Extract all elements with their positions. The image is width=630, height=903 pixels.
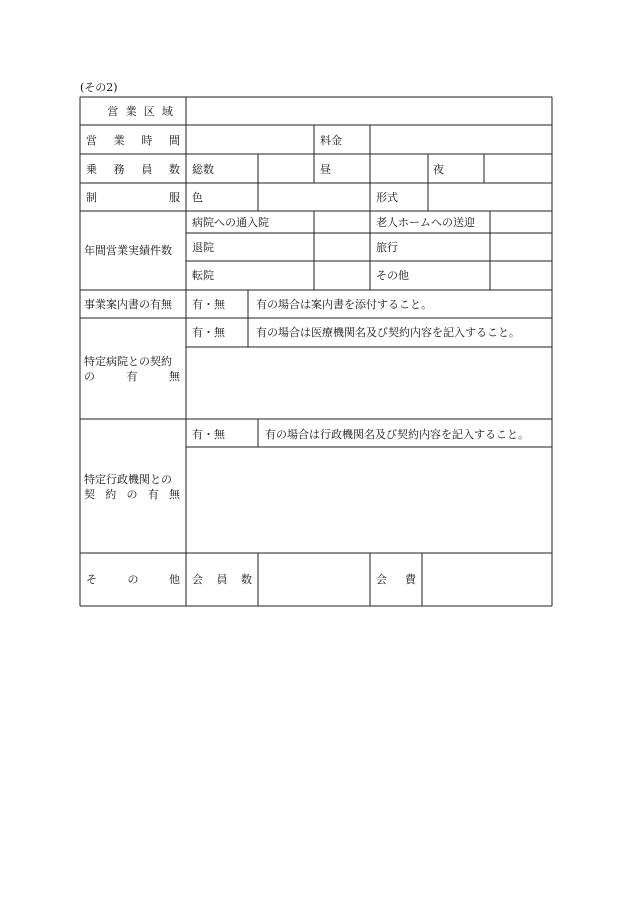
label-crew-night: 夜 bbox=[433, 163, 444, 176]
admin-contract-note: 有の場合は行政機関名及び契約内容を記入すること。 bbox=[265, 428, 529, 441]
label-char: 有 bbox=[126, 370, 138, 383]
label-char: 域 bbox=[161, 105, 173, 118]
label-uniform-style: 形式 bbox=[376, 191, 398, 204]
label-char: 服 bbox=[169, 191, 180, 204]
annual-item-nursing-home: 老人ホームへの送迎 bbox=[376, 216, 475, 229]
label-members bbox=[192, 573, 252, 586]
label-char: 会 bbox=[376, 573, 387, 586]
label-char: 員 bbox=[141, 163, 153, 176]
label-char: 有 bbox=[147, 488, 159, 501]
label-char: 制 bbox=[86, 191, 97, 204]
hospital-contract-option: 有・無 bbox=[192, 326, 225, 339]
label-business-area bbox=[86, 105, 180, 118]
label-crew-total: 総数 bbox=[192, 163, 214, 176]
label-char: 他 bbox=[169, 573, 180, 586]
label-admin-contract-line2 bbox=[84, 488, 180, 501]
label-membership-fee bbox=[376, 573, 416, 586]
label-char: 数 bbox=[168, 163, 180, 176]
label-uniform bbox=[86, 191, 180, 204]
annual-item-other: その他 bbox=[376, 269, 409, 282]
annual-item-transfer: 転院 bbox=[192, 269, 214, 282]
label-char: 費 bbox=[405, 573, 416, 586]
label-admin-contract-line1: 特定行政機関との bbox=[84, 473, 172, 486]
label-char: 営 bbox=[86, 134, 97, 147]
annual-item-travel: 旅行 bbox=[376, 241, 398, 254]
label-hospital-contract-line1: 特定病院との契約 bbox=[84, 355, 172, 368]
label-char: 数 bbox=[241, 573, 252, 586]
annual-item-hospital-visit: 病院への通入院 bbox=[192, 216, 269, 229]
annual-item-discharge: 退院 bbox=[192, 241, 214, 254]
label-fee: 料金 bbox=[320, 134, 342, 147]
label-char: 約 bbox=[105, 488, 117, 501]
label-business-hours bbox=[86, 134, 180, 147]
page-label: (その2) bbox=[80, 81, 118, 94]
label-char: 員 bbox=[216, 573, 228, 586]
brochure-note: 有の場合は案内書を添付すること。 bbox=[256, 298, 432, 311]
label-char: 営 bbox=[107, 105, 119, 118]
label-char: の bbox=[126, 488, 138, 501]
label-char: 無 bbox=[169, 488, 180, 501]
label-char: 業 bbox=[125, 105, 137, 118]
label-char: の bbox=[127, 573, 139, 586]
label-char: 区 bbox=[143, 105, 155, 118]
label-char: そ bbox=[86, 573, 97, 586]
label-hospital-contract-line2 bbox=[84, 370, 180, 383]
label-uniform-color: 色 bbox=[192, 191, 203, 204]
label-other bbox=[86, 573, 180, 586]
brochure-option: 有・無 bbox=[192, 298, 225, 311]
label-crew-day: 昼 bbox=[320, 163, 331, 176]
label-crew-count bbox=[86, 163, 180, 176]
label-char: の bbox=[84, 370, 95, 383]
admin-contract-option: 有・無 bbox=[192, 428, 225, 441]
hospital-contract-note: 有の場合は医療機関名及び契約内容を記入すること。 bbox=[256, 326, 520, 339]
label-char: 務 bbox=[113, 163, 125, 176]
label-char: 契 bbox=[84, 488, 95, 501]
label-char: 会 bbox=[192, 573, 203, 586]
label-char: 業 bbox=[113, 134, 125, 147]
label-char: 間 bbox=[168, 134, 180, 147]
label-char: 無 bbox=[169, 370, 180, 383]
label-char: 乗 bbox=[86, 163, 97, 176]
label-annual-results: 年間営業実績件数 bbox=[84, 244, 172, 257]
label-brochure: 事業案内書の有無 bbox=[84, 298, 172, 311]
label-char: 時 bbox=[141, 134, 153, 147]
